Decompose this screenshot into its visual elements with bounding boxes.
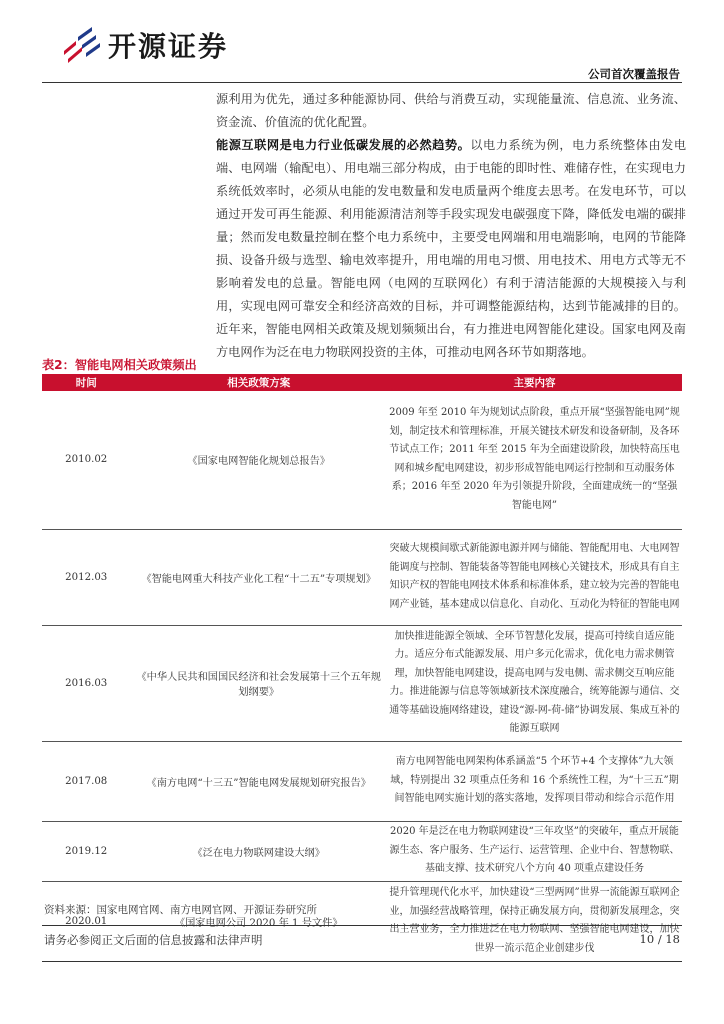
body-paragraph-2 bbox=[216, 134, 686, 364]
cell-time: 2019.12 bbox=[42, 821, 130, 881]
policy-table bbox=[42, 374, 682, 962]
page-number: 10 / 18 bbox=[639, 932, 680, 946]
cell-content: 突破大规模间歇式新能源电源并网与储能、智能配用电、大电网智能调度与控制、智能装备等智能电网核心关键技术，形成具有自主知识产权的智能电网技术体系和标准体系，建立较为完善的智能电网产业链，基本建成以信息化、自动化、互动化为特征的智能电网 bbox=[387, 529, 682, 625]
table-row bbox=[42, 391, 682, 529]
paragraph-text: 源利用为优先，通过多种能源协同、供给与消费互动，实现能量流、信息流、业务流、资金流、价值流的优化配置。 bbox=[216, 92, 686, 129]
cell-content: 2009 年至 2010 年为规划试点阶段，重点开展“坚强智能电网”规划，制定技术和管理标准，开展关键技术研发和设备研制，及各环节试点工作；2011 年至 2015 年为全面建设阶段，加快特高压电网和城乡配电网建设，初步形成智能电网运行控制和互动服务体系；2016 年至 2020 年为引领提升阶段，全面建成统一的“坚强智能电网” bbox=[387, 391, 682, 529]
cell-content: 加快推进能源全领域、全环节智慧化发展，提高可持续自适应能力。适应分布式能源发展、用户多元化需求，优化电力需求侧管理，加快智能电网建设，提高电网与发电侧、需求侧交互响应能力。推进能源与信息等领域新技术深度融合，统筹能源与通信、交通等基础设施网络建设，建设“源-网-荷-储”协调发展、集成互补的能源互联网 bbox=[387, 625, 682, 741]
cell-time: 2012.03 bbox=[42, 529, 130, 625]
brand-name: 开源证券 bbox=[108, 30, 229, 63]
paragraph-body: 以电力系统为例，电力系统整体由发电端、电网端（输配电）、用电端三部分构成，由于电能的即时性、难储存性，在实现电力系统低效率时，必须从电能的发电数量和发电质量两个维度去思考。在发电环节，可以通过开发可再生能源、利用能源清洁剂等手段实现发电碳强度下降，降低发电端的碳排量；然而发电数量控制在整个电力系统中，主要受电网端和用电端影响，电网的节能降损、设备升级与选型、输电效率提升，用电端的用电习惯、用电技术、用电方式等无不影响着发电的总量。智能电网（电网的互联网化）有利于清洁能源的大规模接入与利用，实现电网可靠安全和经济高效的目标，并可调整能源结构，达到节能减排的目的。近年来，智能电网相关政策及规划频频出台，有力推进电网智能化建设。国家电网及南方电网作为泛在电力物联网投资的主体，可推动电网各环节如期落地。 bbox=[216, 138, 687, 359]
table-row bbox=[42, 529, 682, 625]
footer-divider bbox=[42, 925, 682, 926]
footer-disclaimer: 请务必参阅正文后面的信息披露和法律声明 bbox=[44, 933, 263, 947]
brand-logo bbox=[62, 27, 228, 63]
table-row bbox=[42, 741, 682, 821]
header-policy: 相关政策方案 bbox=[130, 374, 387, 391]
header-divider bbox=[42, 82, 682, 83]
table-source: 资料来源：国家电网官网、南方电网官网、开源证券研究所 bbox=[44, 904, 317, 916]
report-type: 公司首次覆盖报告 bbox=[588, 67, 680, 81]
cell-policy: 《国家电网智能化规划总报告》 bbox=[130, 391, 387, 529]
table-row bbox=[42, 625, 682, 741]
cell-content: 提升管理现代化水平，加快建设“三型两网”世界一流能源互联网企业，加强经营战略管理，保持正确发展方向，贯彻新发展理念，突出主营业务，全力推进泛在电力物联网、坚强智能电网建设，加快世界一流示范企业创建步伐 bbox=[387, 881, 682, 961]
table-title: 表2：智能电网相关政策频出 bbox=[42, 358, 197, 372]
cell-content: 南方电网智能电网架构体系涵盖“5 个环节+4 个支撑体”九大领域，特别提出 32 项重点任务和 16 个系统性工程，为“十三五”期间智能电网实施计划的落实落地，发挥项目带动和综合示范作用 bbox=[387, 741, 682, 821]
logo-icon bbox=[62, 27, 102, 63]
paragraph-lead: 能源互联网是电力行业低碳发展的必然趋势。 bbox=[216, 138, 471, 152]
cell-policy: 《中华人民共和国国民经济和社会发展第十三个五年规划纲要》 bbox=[130, 625, 387, 741]
cell-policy: 《南方电网“十三五”智能电网发展规划研究报告》 bbox=[130, 741, 387, 821]
body-paragraph-1 bbox=[216, 88, 686, 134]
cell-policy: 《泛在电力物联网建设大纲》 bbox=[130, 821, 387, 881]
cell-time: 2020.01 bbox=[42, 881, 130, 961]
cell-time: 2010.02 bbox=[42, 391, 130, 529]
table-row bbox=[42, 821, 682, 881]
table-row bbox=[42, 881, 682, 961]
cell-policy: 《国家电网公司 2020 年 1 号文件》 bbox=[130, 881, 387, 961]
cell-policy: 《智能电网重大科技产业化工程“十二五”专项规划》 bbox=[130, 529, 387, 625]
paragraph-text bbox=[216, 134, 686, 364]
cell-content: 2020 年是泛在电力物联网建设“三年攻坚”的突破年，重点开展能源生态、客户服务、生产运行、运营管理、企业中台、智慧物联、基础支撑、技术研究八个方向 40 项重点建设任务 bbox=[387, 821, 682, 881]
cell-time: 2016.03 bbox=[42, 625, 130, 741]
table-header-row bbox=[42, 374, 682, 391]
cell-time: 2017.08 bbox=[42, 741, 130, 821]
header-content: 主要内容 bbox=[387, 374, 682, 391]
header-time: 时间 bbox=[42, 374, 130, 391]
